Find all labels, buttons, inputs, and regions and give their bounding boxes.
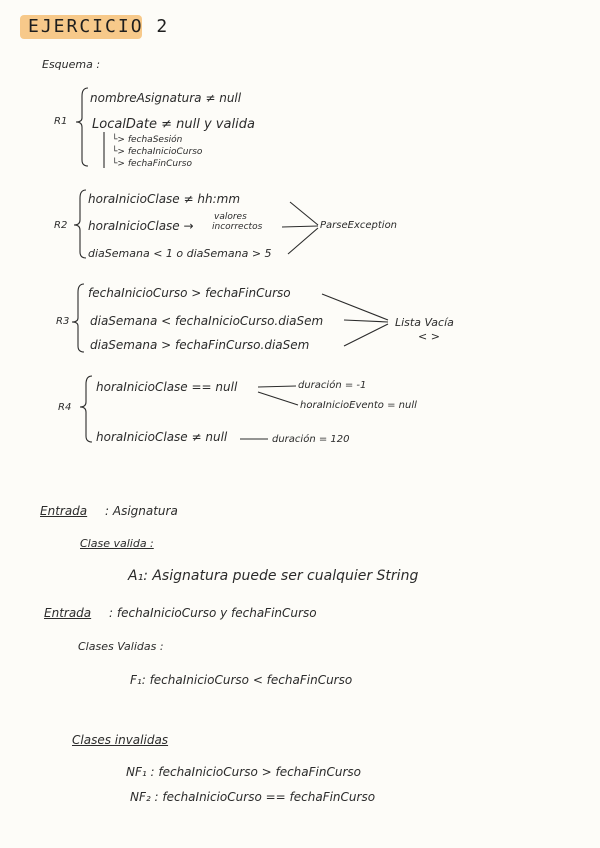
r1-line2: LocalDate ≠ null y valida (92, 117, 255, 132)
r2-note2: incorrectos (212, 222, 263, 232)
r2-arrow-top (290, 202, 318, 225)
invalidas-label: Clases invalidas (72, 733, 169, 747)
r4-label: R4 (58, 402, 72, 413)
r2-result: ParseException (320, 220, 398, 231)
r1-brace (76, 88, 88, 166)
r2-note1: valores (214, 212, 247, 222)
r3-result2: < > (418, 330, 440, 343)
esquema-label: Esquema : (42, 58, 101, 71)
r2-line1: horaInicioClase ≠ hh:mm (88, 192, 241, 206)
entrada1-label: Entrada (40, 504, 88, 518)
entrada2-f1: F₁: fechaInicioCurso < fechaFinCurso (130, 673, 353, 687)
invalidas-nf2: NF₂ : fechaInicioCurso == fechaFinCurso (130, 790, 376, 804)
r4-res3: duración = 120 (272, 434, 350, 445)
r3-line3: diaSemana > fechaFinCurso.diaSem (90, 338, 310, 352)
r3-line2: diaSemana < fechaInicioCurso.diaSem (90, 314, 324, 328)
r4-res2: horaInicioEvento = null (300, 400, 417, 411)
entrada2-clases-validas: Clases Validas : (78, 640, 164, 653)
entrada1-a1: A₁: Asignatura puede ser cualquier String (128, 568, 419, 584)
r2-line3: diaSemana < 1 o diaSemana > 5 (88, 247, 272, 260)
entrada2-label: Entrada (44, 606, 92, 620)
r1-line1: nombreAsignatura ≠ null (90, 91, 242, 105)
entrada1-clase-valida: Clase valida : (80, 537, 154, 550)
r4-res1: duración = -1 (298, 380, 367, 391)
r1-label: R1 (54, 116, 68, 127)
page-title: EJERCICIO 2 (28, 16, 170, 37)
r2-arrow-bot (288, 228, 318, 254)
r3-arrow-mid (344, 320, 388, 322)
entrada2-value: : fechaInicioCurso y fechaFinCurso (109, 606, 317, 620)
r3-label: R3 (56, 316, 70, 327)
r4-line1: horaInicioClase == null (96, 380, 238, 394)
r3-brace (72, 284, 84, 352)
r1-sub3: └> fechaFinCurso (112, 159, 192, 169)
r4-line2: horaInicioClase ≠ null (96, 430, 228, 444)
r2-line2: horaInicioClase → (88, 219, 194, 233)
r4-brace (80, 376, 92, 442)
r4-arrow-1 (258, 386, 296, 387)
r3-arrow-top (322, 294, 388, 320)
r2-arrow-mid (282, 226, 318, 227)
r1-sub2: └> fechaInicioCurso (112, 147, 203, 157)
r2-brace (74, 190, 86, 258)
r4-arrow-2 (258, 392, 298, 405)
r3-line1: fechaInicioCurso > fechaFinCurso (88, 286, 291, 300)
r3-arrow-bot (344, 324, 388, 346)
invalidas-nf1: NF₁ : fechaInicioCurso > fechaFinCurso (126, 765, 361, 779)
r3-result1: Lista Vacía (395, 316, 454, 329)
entrada1-value: : Asignatura (105, 504, 178, 518)
r1-sub1: └> fechaSesión (112, 135, 183, 145)
r2-label: R2 (54, 220, 68, 231)
